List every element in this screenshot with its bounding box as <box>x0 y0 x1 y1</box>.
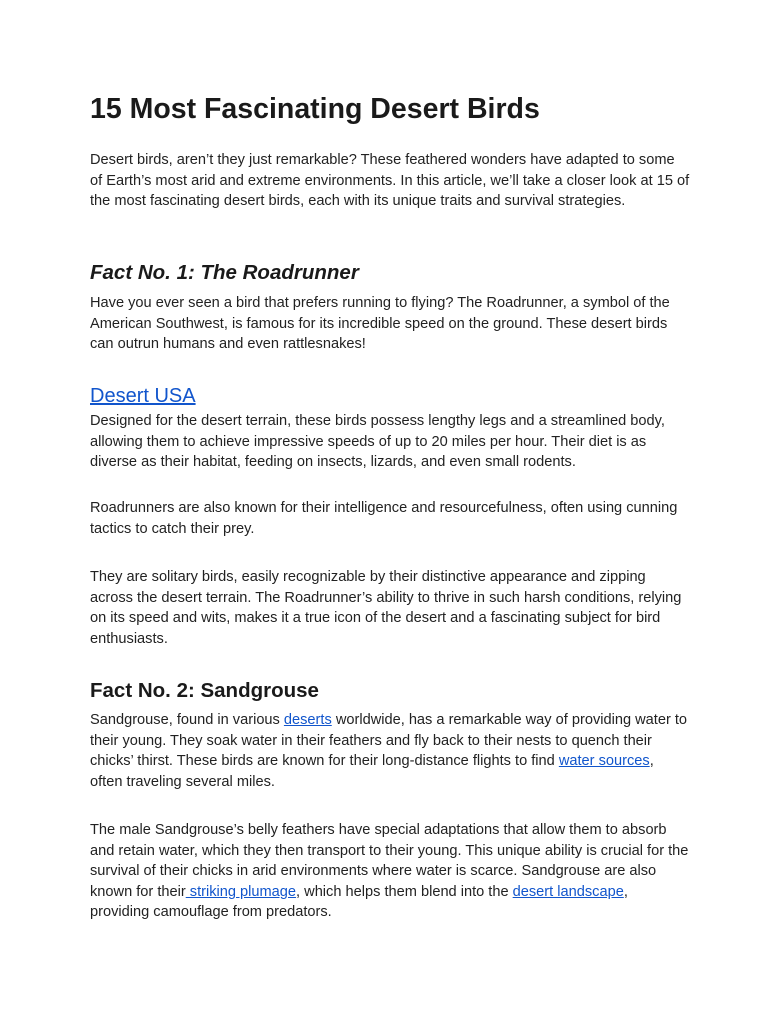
striking-plumage-link[interactable]: striking plumage <box>185 883 297 900</box>
fact2-p1-text-a: Sandgrouse, found in various <box>90 712 284 728</box>
fact2-paragraph-2-block <box>90 820 690 923</box>
fact1-heading: Fact No. 1: The Roadrunner <box>90 261 359 284</box>
fact2-p1-text-b: worldwide, has a remarkable way of providing water to their young. They soak water in their feathers and fly back to their nests to quench their chicks’ thirst. These birds are known for their long-distance flights to find <box>90 712 688 770</box>
fact2-p2-text-a: The male Sandgrouse’s belly feathers have special adaptations that allow them to absorb and retain water, which they then transport to their young. This unique ability is crucial for the survival of their chicks in arid environments where water is scarce. Sandgrouse are also known for their <box>90 822 689 900</box>
fact1-paragraph-2-block <box>90 411 690 473</box>
intro-paragraph: Desert birds, aren’t they just remarkable? These feathered wonders have adapted to some of Earth’s most arid and extreme environments. In this article, we’ll take a closer look at 15 of the most fascinating desert birds, each with its unique traits and survival strategies. <box>90 152 690 210</box>
fact2-paragraph-2 <box>90 820 690 923</box>
fact2-p2-text-b: , which helps them blend into the <box>296 883 513 900</box>
page-title: 15 Most Fascinating Desert Birds <box>90 93 540 125</box>
fact2-heading: Fact No. 2: Sandgrouse <box>90 679 319 702</box>
intro-section <box>90 150 690 212</box>
fact2-paragraph-1 <box>90 710 690 792</box>
fact2-p2-text-c: , providing camouflage from predators. <box>90 883 628 921</box>
fact1-paragraph-2: Designed for the desert terrain, these birds possess lengthy legs and a streamlined body, allowing them to achieve impressive speeds of up to 20 miles per hour. Their diet is as diverse as their habitat, feeding on insects, lizards, and even small rodents. <box>90 413 665 471</box>
fact1-paragraph-1: Have you ever seen a bird that prefers running to flying? The Roadrunner, a symbol of the American Southwest, is famous for its incredible speed on the ground. These desert birds can outrun humans and even rattlesnakes! <box>90 295 670 353</box>
desert-usa-link[interactable]: Desert USA <box>90 385 196 407</box>
fact1-paragraph-3-block <box>90 498 690 539</box>
fact2-p1-text-c: , often traveling several miles. <box>90 753 654 790</box>
fact1-paragraph-1-block <box>90 293 690 355</box>
fact1-paragraph-4: They are solitary birds, easily recognizable by their distinctive appearance and zipping across the desert terrain. The Roadrunner’s ability to thrive in such harsh conditions, relying on its speed and wits, makes it a true icon of the desert and a fascinating subject for bird enthusiasts. <box>90 569 682 647</box>
water-sources-link[interactable]: water sources <box>558 753 650 770</box>
fact1-paragraph-3: Roadrunners are also known for their intelligence and resourcefulness, often using cunning tactics to catch their prey. <box>90 500 678 537</box>
deserts-link[interactable]: deserts <box>283 712 332 728</box>
fact1-paragraph-4-block <box>90 567 690 649</box>
fact2-paragraph-1-block <box>90 710 690 792</box>
desert-landscape-link[interactable]: desert landscape <box>512 883 624 900</box>
